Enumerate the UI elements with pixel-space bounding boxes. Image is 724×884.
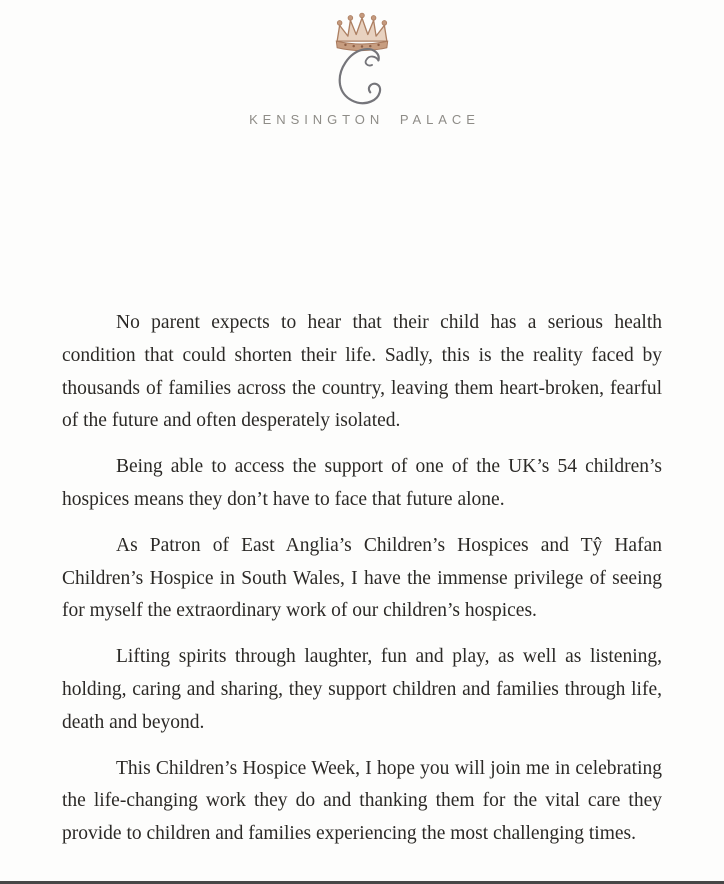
letter-body: [62, 307, 662, 851]
paragraph-1: No parent expects to hear that their child has a serious health condition that could shorten their life. Sadly, this is the reality faced by thousands of families across the country, leaving them heart-broken, fearful of the future and often desperately isolated.: [62, 312, 662, 432]
monogram-c-icon: [331, 44, 393, 106]
paragraph-3: As Patron of East Anglia’s Children’s Hospices and Tŷ Hafan Children’s Hospice in South Wales, I have the immense privilege of seeing for myself the extraordinary work of our children’s hospices.: [62, 534, 662, 622]
paragraph-2: Being able to access the support of one of the UK’s 54 children’s hospices means they don’t have to face that future alone.: [62, 456, 662, 510]
paragraph-5: This Children’s Hospice Week, I hope you will join me in celebrating the life-changing work they do and thanking them for the vital care they provide to children and families experiencing the most challenging times.: [62, 757, 662, 845]
crown-icon: [333, 12, 391, 52]
organization-name: KENSINGTON PALACE: [249, 112, 480, 127]
letterhead: [0, 0, 724, 127]
paragraph-4: Lifting spirits through laughter, fun and play, as well as listening, holding, caring and sharing, they support children and families through life, death and beyond.: [62, 646, 662, 733]
